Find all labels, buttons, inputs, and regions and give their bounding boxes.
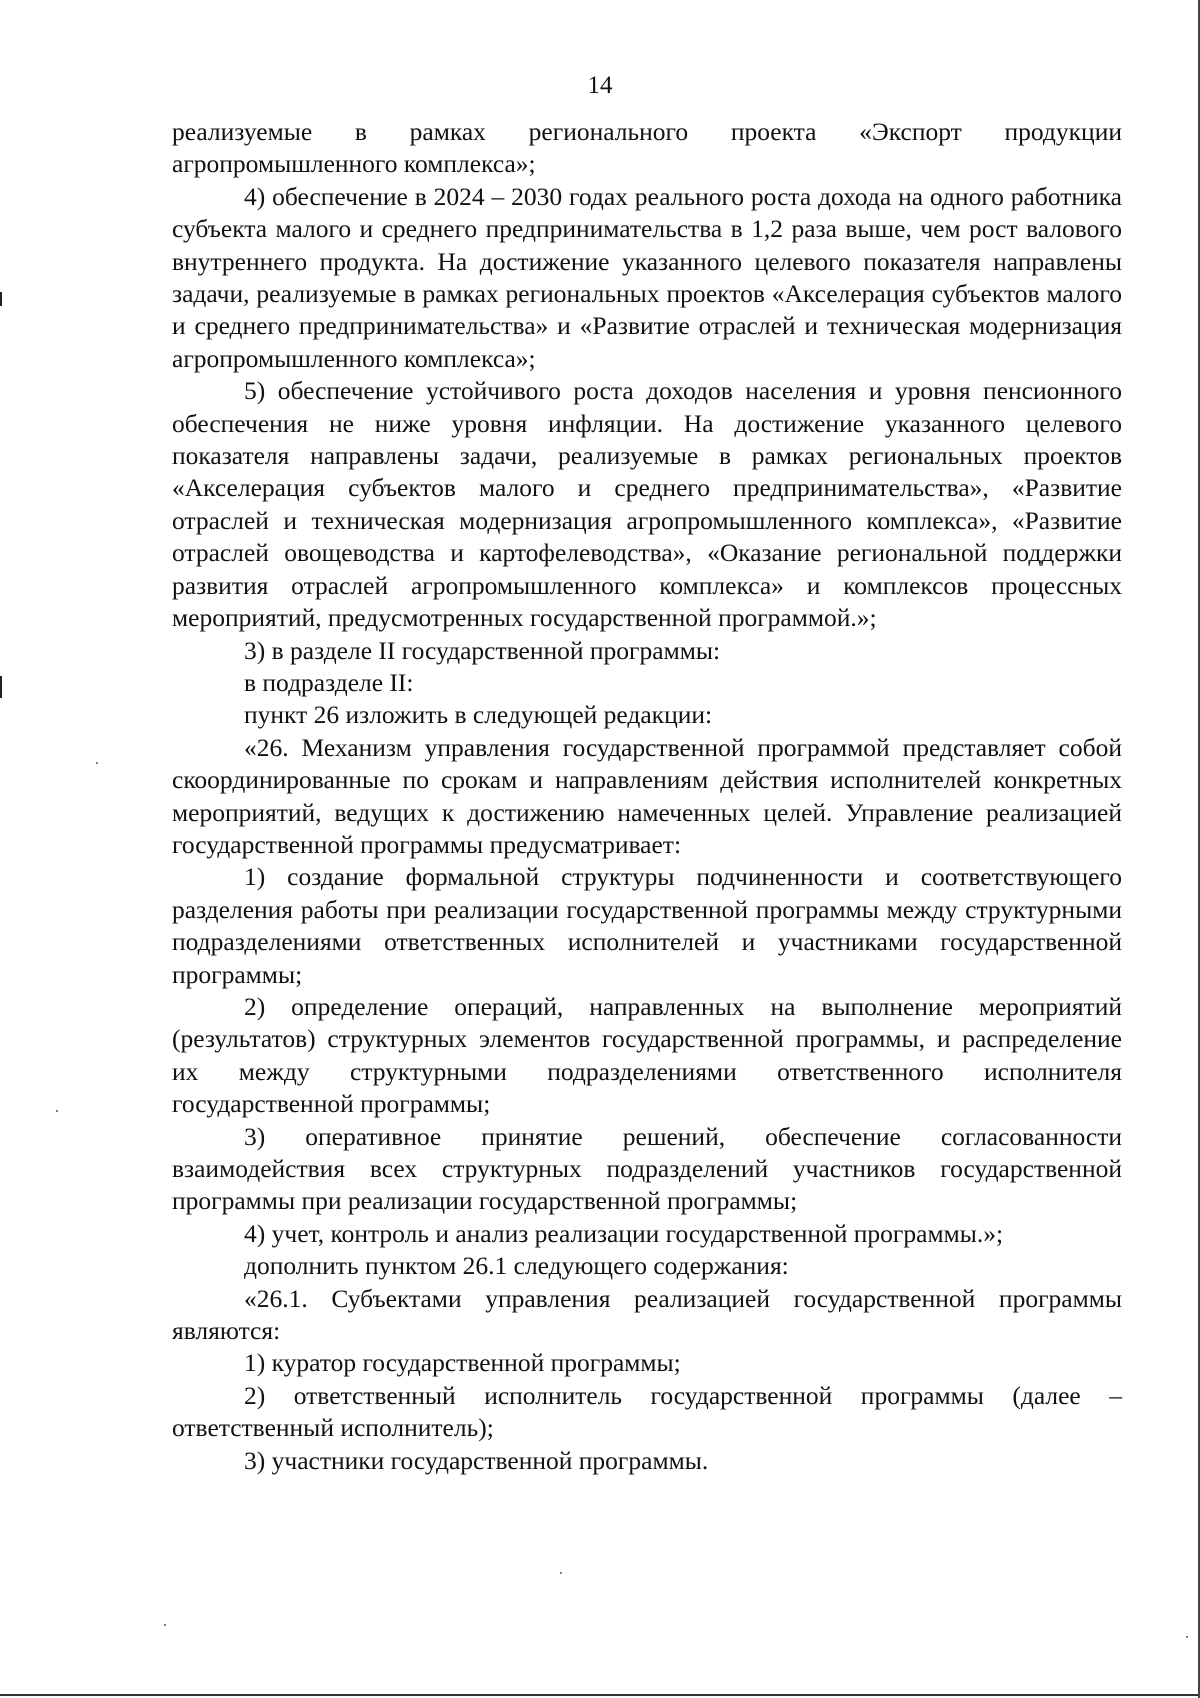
paragraph: 4) обеспечение в 2024 – 2030 годах реального роста дохода на одного работника субъекта малого и среднего предпринимательства в 1,2 раза выше, чем рост валового внутреннего продукта. На достижение указанного целевого показателя направлены задачи, реализуемые в рамках региональных проектов «Акселерация субъектов малого и среднего предпринимательства» и «Развитие отраслей и техническая модернизация агропромышленного комплекса»; — [172, 181, 1122, 373]
scan-speck — [164, 1624, 166, 1626]
paragraph: 2) ответственный исполнитель государственной программы (далее – ответственный исполнитель); — [172, 1380, 1122, 1443]
paragraph: 1) куратор государственной программы; — [244, 1348, 681, 1378]
paragraph: в подразделе II: — [244, 667, 414, 697]
paragraph: «26. Механизм управления государственной программой представляет собой скоординированные по срокам и направлениям действия исполнителей конкретных мероприятий, ведущих к достижению намеченных целей. Управление реализацией государственной программы предусматривает: — [172, 732, 1122, 859]
scan-edge-mark — [0, 292, 2, 306]
paragraph: 4) учет, контроль и анализ реализации государственной программы.»; — [244, 1218, 1004, 1248]
document-body — [172, 116, 1122, 1477]
paragraph: 5) обеспечение устойчивого роста доходов населения и уровня пенсионного обеспечения не ниже уровня инфляции. На достижение указанного целевого показателя направлены задачи, реализуемые в рамках региональных проектов «Акселерация субъектов малого и среднего предпринимательства», «Развитие отраслей и техническая модернизация агропромышленного комплекса», «Развитие отраслей овощеводства и картофелеводства», «Оказание региональной поддержки развития отраслей агропромышленного комплекса» и комплексов процессных мероприятий, предусмотренных государственной программой.»; — [172, 376, 1122, 633]
paragraph: пункт 26 изложить в следующей редакции: — [244, 700, 713, 730]
scan-speck — [560, 1572, 562, 1574]
page-number: 14 — [587, 72, 613, 99]
scan-border-bottom — [0, 1694, 1200, 1696]
paragraph: 3) участники государственной программы. — [244, 1445, 709, 1475]
paragraph: дополнить пунктом 26.1 следующего содержания: — [244, 1251, 789, 1281]
paragraph: 3) в разделе II государственной программы: — [244, 635, 721, 665]
scan-speck — [1186, 1636, 1188, 1638]
scan-edge-mark — [0, 676, 2, 698]
scan-speck — [56, 1110, 58, 1112]
paragraph: «26.1. Субъектами управления реализацией государственной программы являются: — [172, 1283, 1122, 1346]
paragraph: 3) оперативное принятие решений, обеспечение согласованности взаимодействия всех структурных подразделений участников государственной программы при реализации государственной программы; — [172, 1121, 1122, 1216]
paragraph: 1) создание формальной структуры подчиненности и соответствующего разделения работы при реализации государственной программы между структурными подразделениями ответственных исполнителей и участниками государственной программы; — [172, 862, 1122, 989]
paragraph: 2) определение операций, направленных на выполнение мероприятий (результатов) структурных элементов государственной программы, и распределение их между структурными подразделениями ответственного исполнителя государственной программы; — [172, 991, 1122, 1119]
paragraph: реализуемые в рамках регионального проекта «Экспорт продукции агропромышленного комплекса»; — [172, 117, 1122, 179]
scan-speck — [96, 762, 98, 764]
